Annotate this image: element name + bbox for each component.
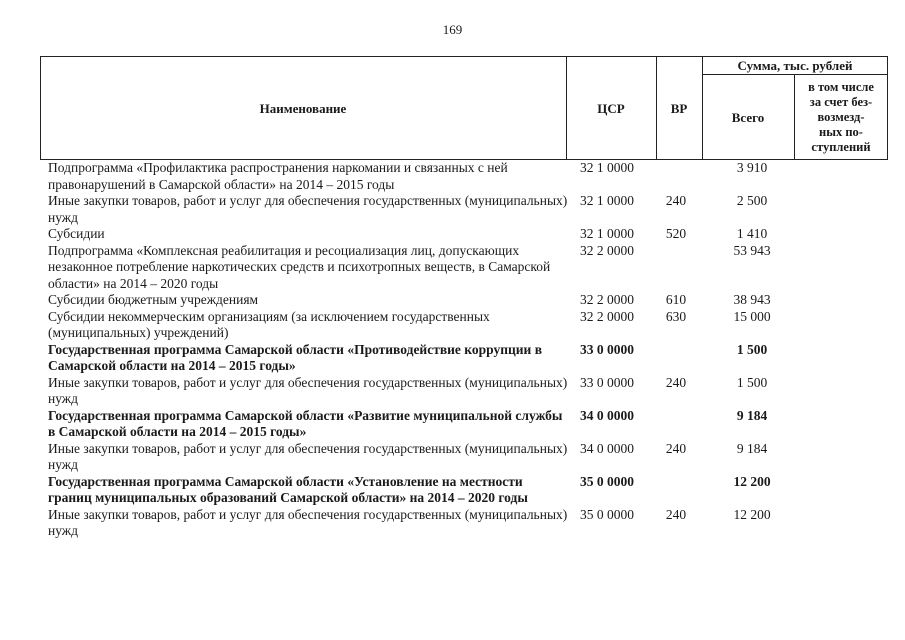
header-total: Всего — [731, 109, 765, 125]
table-row — [48, 193, 888, 226]
row-csr: 35 0 0000 — [580, 506, 634, 522]
row-total: 12 200 — [733, 506, 771, 522]
row-vr: 240 — [665, 193, 687, 208]
header-name: Наименование — [259, 100, 347, 116]
table-row — [48, 375, 888, 408]
row-total: 9 184 — [736, 440, 768, 456]
row-name: Субсидии некоммерческим организациям (за исключением государственных (муниципальных) учреждений) — [48, 308, 490, 340]
row-csr: 34 0 0000 — [580, 407, 634, 423]
table-body — [48, 160, 888, 540]
row-csr: 32 1 0000 — [580, 226, 634, 241]
row-name: Иные закупки товаров, работ и услуг для обеспечения государственных (муниципальных) нужд — [48, 193, 568, 225]
row-csr: 32 1 0000 — [580, 193, 634, 208]
table-row — [48, 507, 888, 540]
row-name: Субсидии — [48, 226, 105, 241]
row-name: Подпрограмма «Комплексная реабилитация и ресоциализация лиц, допускающих незаконное потребление наркотических средств и психотропных веществ, в Самарской области» на 2014 – 2020 годы — [48, 242, 551, 291]
header-including-line: за счет без- — [809, 94, 873, 109]
header-sum-group: Сумма, тыс. рублей — [737, 57, 853, 73]
page-number: 169 — [442, 22, 463, 37]
row-name: Субсидии бюджетным учреждениям — [48, 292, 259, 307]
row-total: 9 184 — [736, 407, 768, 423]
row-total: 38 943 — [733, 292, 771, 307]
header-vr: ВР — [670, 100, 688, 116]
row-total: 3 910 — [736, 160, 768, 175]
header-including — [794, 74, 888, 160]
header-including-line: в том числе — [808, 79, 874, 94]
header-including-line: ступлений — [811, 139, 871, 154]
row-vr: 240 — [665, 374, 687, 390]
row-name: Иные закупки товаров, работ и услуг для обеспечения государственных (муниципальных) нужд — [48, 506, 568, 538]
row-name: Государственная программа Самарской области «Развитие муниципальной службы в Самарской области на 2014 – 2015 годы» — [48, 407, 563, 439]
table-row — [48, 441, 888, 474]
table-row — [48, 243, 888, 293]
table-row — [48, 342, 888, 375]
row-name: Государственная программа Самарской области «Установление на местности границ муниципальных образований Самарской области» на 2014 – 2020 годы — [48, 473, 528, 505]
row-name: Иные закупки товаров, работ и услуг для обеспечения государственных (муниципальных) нужд — [48, 440, 568, 472]
row-total: 1 410 — [736, 226, 768, 241]
row-total: 2 500 — [736, 193, 768, 208]
header-including-line: возмезд- — [817, 109, 865, 124]
row-csr: 32 1 0000 — [580, 160, 634, 175]
row-vr: 240 — [665, 506, 687, 522]
row-name: Государственная программа Самарской области «Противодействие коррупции в Самарской области на 2014 – 2015 годы» — [48, 341, 542, 373]
row-csr: 32 2 0000 — [580, 308, 634, 324]
row-vr: 240 — [665, 440, 687, 456]
row-csr: 34 0 0000 — [580, 440, 634, 456]
row-total: 1 500 — [736, 341, 768, 357]
row-name: Иные закупки товаров, работ и услуг для обеспечения государственных (муниципальных) нужд — [48, 374, 568, 406]
row-csr: 32 2 0000 — [580, 292, 634, 307]
row-csr: 33 0 0000 — [580, 341, 634, 357]
table-row — [48, 408, 888, 441]
row-csr: 35 0 0000 — [580, 473, 634, 489]
table-row — [48, 292, 888, 309]
row-csr: 32 2 0000 — [580, 242, 634, 258]
row-total: 15 000 — [733, 308, 771, 324]
table-row — [48, 309, 888, 342]
row-total: 53 943 — [733, 242, 771, 258]
row-total: 1 500 — [736, 374, 768, 390]
table-row — [48, 474, 888, 507]
row-vr: 520 — [665, 226, 687, 241]
row-vr: 610 — [665, 292, 687, 307]
header-csr: ЦСР — [597, 100, 625, 116]
row-vr: 630 — [665, 308, 687, 324]
table-row — [48, 160, 888, 193]
header-including-line: ных по- — [819, 124, 863, 139]
row-name: Подпрограмма «Профилактика распространения наркомании и связанных с ней правонарушений в Самарской области» на 2014 – 2015 годы — [48, 160, 508, 192]
table-row — [48, 226, 888, 243]
row-csr: 33 0 0000 — [580, 374, 634, 390]
row-total: 12 200 — [733, 473, 771, 489]
